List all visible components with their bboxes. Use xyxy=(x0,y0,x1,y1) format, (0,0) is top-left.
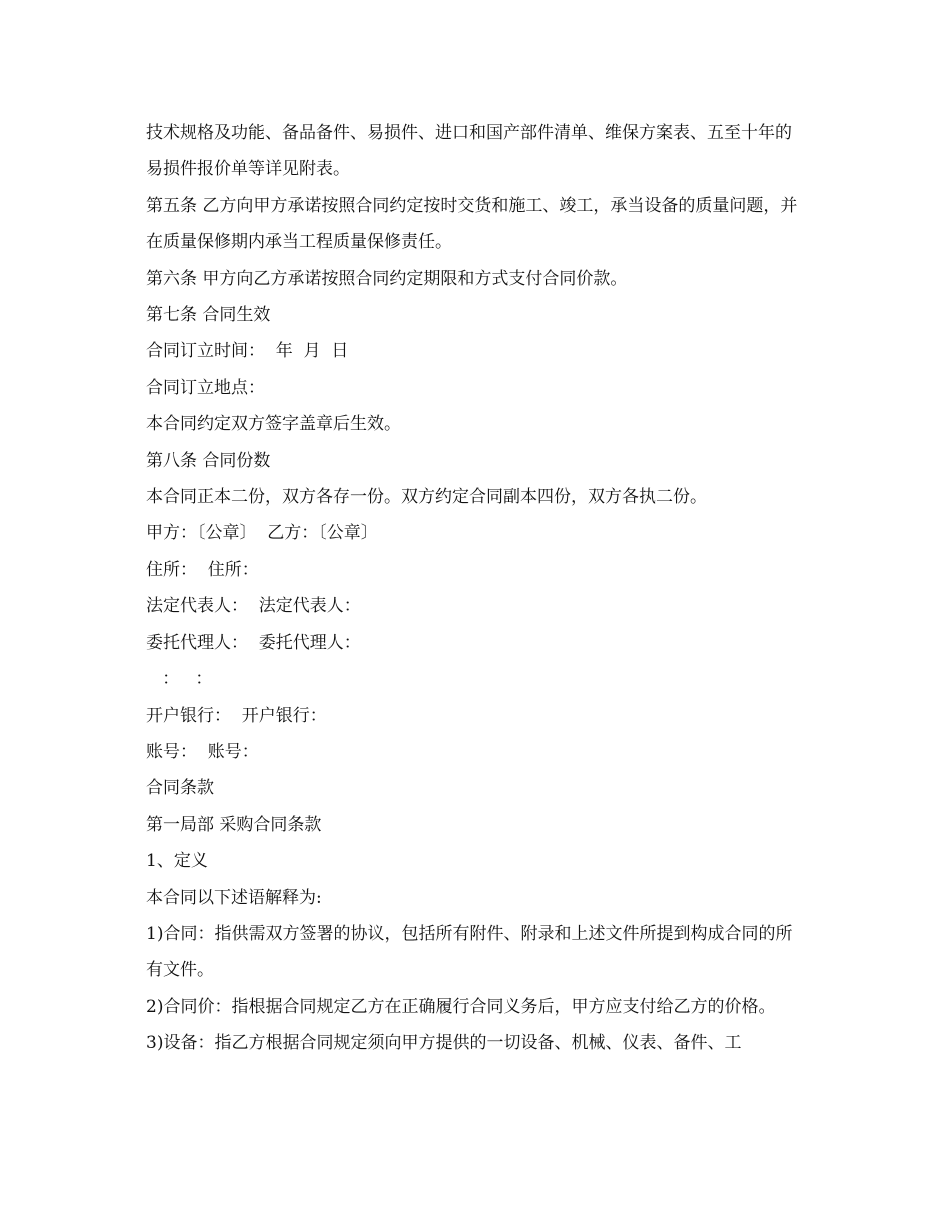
effective-clause: 本合同约定双方签字盖章后生效。 xyxy=(146,414,401,435)
paragraph-specs-continuation: 技术规格及功能、备品备件、易损件、进口和国产部件清单、维保方案表、五至十年的易损件报价单等详见附表。 xyxy=(146,123,792,180)
contract-signing-date: 合同订立时间： 年 月 日 xyxy=(146,341,349,362)
address-line: 住所： 住所： xyxy=(146,559,259,580)
heading-part-one: 第一局部 采购合同条款 xyxy=(146,814,322,835)
heading-contract-terms: 合同条款 xyxy=(146,778,214,799)
contract-signing-place: 合同订立地点： xyxy=(146,377,265,398)
paragraph-article-6: 第六条 甲方向乙方承诺按照合同约定期限和方式支付合同价款。 xyxy=(146,268,628,289)
account-line: 账号： 账号： xyxy=(146,741,259,762)
definition-contract-price: 2)合同价：指根据合同规定乙方在正确履行合同义务后，甲方应支付给乙方的价格。 xyxy=(146,996,776,1017)
legal-representative-line: 法定代表人： 法定代表人： xyxy=(146,596,361,617)
definition-contract: 1)合同：指供需双方签署的协议，包括所有附件、附录和上述文件所提到构成合同的所有文件。 xyxy=(146,923,793,981)
heading-definitions: 1、定义 xyxy=(146,851,208,872)
bank-line: 开户银行： 开户银行： xyxy=(146,705,327,726)
blank-colon-line: ： ： xyxy=(146,669,213,690)
definitions-intro: 本合同以下述语解释为: xyxy=(146,887,322,908)
heading-article-8: 第八条 合同份数 xyxy=(146,450,271,471)
authorized-agent-line: 委托代理人： 委托代理人： xyxy=(146,632,361,653)
paragraph-article-5: 第五条 乙方向甲方承诺按照合同约定按时交货和施工、竣工，承当设备的质量问题，并在质量保修期内承当工程质量保修责任。 xyxy=(146,195,798,253)
heading-article-7: 第七条 合同生效 xyxy=(146,305,271,326)
party-seals-line: 甲方：〔公章〕 乙方：〔公章〕 xyxy=(146,523,378,544)
copies-clause: 本合同正本二份，双方各存一份。双方约定合同副本四份，双方各执二份。 xyxy=(146,487,707,508)
document-page xyxy=(146,115,806,1062)
definition-equipment: 3)设备：指乙方根据合同规定须向甲方提供的一切设备、机械、仪表、备件、工 xyxy=(146,1033,742,1054)
